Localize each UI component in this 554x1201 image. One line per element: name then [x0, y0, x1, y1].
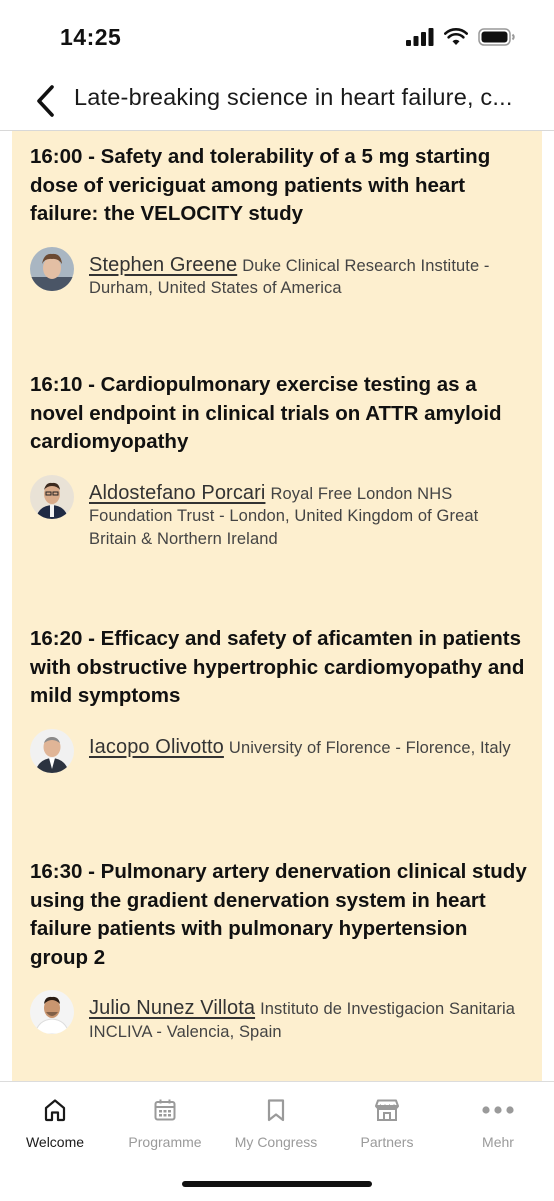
session-title[interactable]: 16:20 - Efficacy and safety of aficamten in patients with obstructive hypertrophic cardiomyopathy and mild symptoms: [30, 627, 525, 707]
cellular-signal-icon: [406, 28, 434, 46]
status-time: 14:25: [60, 24, 122, 50]
speaker-avatar[interactable]: [30, 475, 74, 519]
speaker-row: [30, 254, 528, 300]
page-title: Late-breaking science in heart failure, c...: [74, 84, 513, 110]
tab-label: Partners: [360, 1134, 414, 1150]
speaker-name-link[interactable]: Stephen Greene: [89, 253, 238, 276]
more-icon: [481, 1105, 515, 1115]
tab-programme[interactable]: [110, 1096, 220, 1150]
session-title[interactable]: 16:00 - Safety and tolerability of a 5 mg starting dose of vericiguat among patients with heart failure: the VELOCITY study: [30, 145, 491, 225]
store-icon: [373, 1097, 401, 1123]
calendar-icon: [152, 1097, 178, 1123]
speaker-row: [30, 482, 528, 551]
speaker-info: [89, 482, 528, 551]
speaker-info: [89, 997, 528, 1043]
speaker-info: [89, 736, 528, 760]
session-item[interactable]: [30, 143, 528, 300]
session-item[interactable]: [30, 625, 528, 782]
speaker-avatar[interactable]: [30, 729, 74, 773]
session-item[interactable]: [30, 371, 528, 550]
speaker-name-link[interactable]: Julio Nunez Villota: [89, 997, 256, 1019]
tab-label: My Congress: [234, 1134, 318, 1150]
battery-icon: [478, 28, 516, 46]
home-indicator[interactable]: [182, 1181, 372, 1187]
tab-my-congress[interactable]: [221, 1096, 331, 1150]
session-title[interactable]: 16:10 - Cardiopulmonary exercise testing as a novel endpoint in clinical trials on ATTR amyloid cardiomyopathy: [30, 373, 502, 453]
chevron-left-icon: [35, 84, 55, 118]
tab-welcome[interactable]: [0, 1096, 110, 1150]
status-bar: [0, 0, 554, 72]
home-icon: [42, 1097, 68, 1123]
speaker-name-link[interactable]: Iacopo Olivotto: [89, 735, 224, 758]
bookmark-icon: [263, 1097, 289, 1123]
speaker-affiliation: University of Florence - Florence, Italy: [228, 738, 511, 757]
session-title[interactable]: 16:30 - Pulmonary artery denervation clinical study using the gradient denervation system in heart failure patients with pulmonary hypertension group 2: [30, 860, 527, 969]
speaker-affiliation: Instituto de Investigacion Sanitaria INCLIVA - Valencia, Spain: [89, 1000, 515, 1041]
speaker-affiliation: Royal Free London NHS Foundation Trust - London, United Kingdom of Great Britain & Northern Ireland: [89, 484, 479, 548]
speaker-info: [89, 254, 528, 300]
speaker-row: [30, 997, 528, 1043]
back-button[interactable]: [28, 82, 62, 120]
tab-label: Programme: [128, 1134, 202, 1150]
wifi-icon: [444, 28, 468, 46]
session-item[interactable]: [30, 858, 528, 1043]
speaker-avatar[interactable]: [30, 247, 74, 291]
tab-label: Welcome: [25, 1134, 85, 1150]
navigation-header: [0, 72, 554, 131]
session-list[interactable]: [0, 131, 554, 1081]
status-icons: [406, 27, 516, 47]
tab-partners[interactable]: [332, 1096, 442, 1150]
speaker-name-link[interactable]: Aldostefano Porcari: [89, 481, 266, 504]
speaker-avatar[interactable]: [30, 990, 74, 1034]
tab-label: Mehr: [482, 1134, 514, 1150]
speaker-row: [30, 736, 528, 782]
speaker-affiliation: Duke Clinical Research Institute - Durham, United States of America: [89, 256, 490, 297]
tab-more[interactable]: [443, 1096, 553, 1150]
